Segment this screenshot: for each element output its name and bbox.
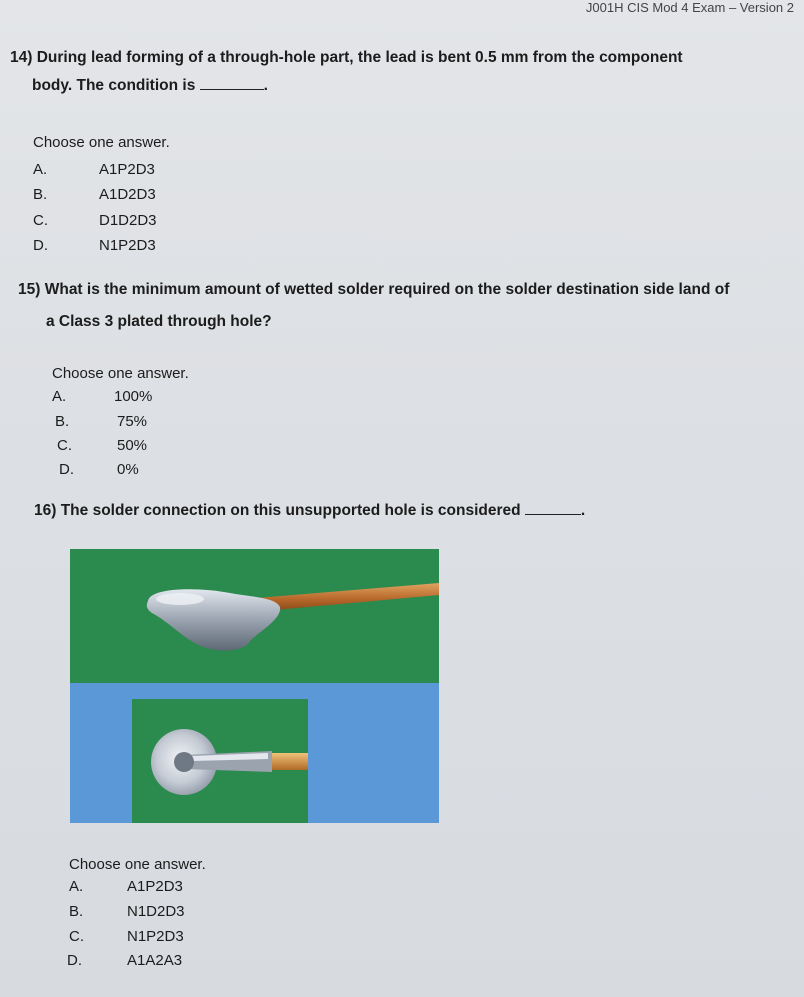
question-16-number: 16) xyxy=(34,502,57,519)
question-16-text xyxy=(34,497,734,525)
question-15-number: 15) xyxy=(18,281,41,298)
option-text: 50% xyxy=(117,437,148,454)
option-text: N1P2D3 xyxy=(127,928,184,945)
solder-highlight xyxy=(156,593,204,605)
question-16-period: . xyxy=(580,502,586,519)
question-14-option-b[interactable] xyxy=(33,186,156,203)
question-14-choose-label: Choose one answer. xyxy=(33,134,170,151)
option-letter: C. xyxy=(33,212,48,229)
option-letter: C. xyxy=(69,928,84,945)
question-14-line1-text: During lead forming of a through-hole part, the lead is bent 0.5 mm from the component xyxy=(36,49,683,66)
question-15-option-c[interactable] xyxy=(57,437,147,454)
option-letter: C. xyxy=(57,437,72,454)
option-text: A1P2D3 xyxy=(99,161,155,178)
option-text: A1P2D3 xyxy=(127,878,183,895)
question-15-line2: a Class 3 plated through hole? xyxy=(46,313,272,330)
hole-center xyxy=(174,752,194,772)
question-14-line1 xyxy=(10,44,790,72)
option-letter: A. xyxy=(33,161,48,178)
land-pad xyxy=(132,699,308,823)
question-14-option-c[interactable] xyxy=(33,212,157,229)
question-16-option-d[interactable] xyxy=(67,952,182,969)
option-text: 0% xyxy=(117,461,139,478)
option-letter: A. xyxy=(69,878,84,895)
question-15-option-b[interactable] xyxy=(55,413,147,430)
option-text: A1A2A3 xyxy=(127,952,183,969)
question-16-line1-text: The solder connection on this unsupported hole is considered xyxy=(60,502,521,519)
pcb-side-view xyxy=(70,549,439,683)
question-14-number: 14) xyxy=(10,49,33,66)
answer-blank xyxy=(525,500,581,515)
option-letter: B. xyxy=(55,413,70,430)
question-16-option-a[interactable] xyxy=(69,878,183,895)
question-15-line1 xyxy=(18,276,793,304)
option-text: 75% xyxy=(117,413,148,430)
question-15-option-a[interactable] xyxy=(52,388,152,405)
option-text: N1D2D3 xyxy=(127,903,185,920)
option-letter: B. xyxy=(33,186,48,203)
question-15-text xyxy=(18,276,793,336)
question-14-line2-text: body. The condition is xyxy=(32,77,196,94)
question-14-option-d[interactable] xyxy=(33,237,156,254)
question-16-choose-label: Choose one answer. xyxy=(69,856,206,873)
option-letter: A. xyxy=(52,388,67,405)
question-14-line2 xyxy=(10,72,790,100)
pcb-top-view xyxy=(70,683,439,823)
side-view-drawing xyxy=(70,549,439,683)
lead-end xyxy=(270,753,308,770)
option-text: N1P2D3 xyxy=(99,237,156,254)
question-15-option-d[interactable] xyxy=(59,461,139,478)
option-letter: D. xyxy=(33,237,48,254)
top-view-drawing xyxy=(132,699,308,823)
question-15-choose-label: Choose one answer. xyxy=(52,365,189,382)
option-text: 100% xyxy=(114,388,153,405)
option-text: D1D2D3 xyxy=(99,212,157,229)
option-letter: B. xyxy=(69,903,84,920)
question-15-line1-text: What is the minimum amount of wetted solder required on the solder destination side land of xyxy=(44,281,730,298)
question-14-option-a[interactable] xyxy=(33,161,155,178)
exam-header: J001H CIS Mod 4 Exam – Version 2 xyxy=(585,0,794,15)
question-16-option-b[interactable] xyxy=(69,903,185,920)
solder-joint-figure xyxy=(70,549,439,823)
answer-blank xyxy=(200,75,264,90)
option-letter: D. xyxy=(59,461,74,478)
question-14-period: . xyxy=(263,77,268,94)
option-letter: D. xyxy=(67,952,82,969)
option-text: A1D2D3 xyxy=(99,186,156,203)
question-16-option-c[interactable] xyxy=(69,928,184,945)
question-14-text xyxy=(10,44,790,100)
